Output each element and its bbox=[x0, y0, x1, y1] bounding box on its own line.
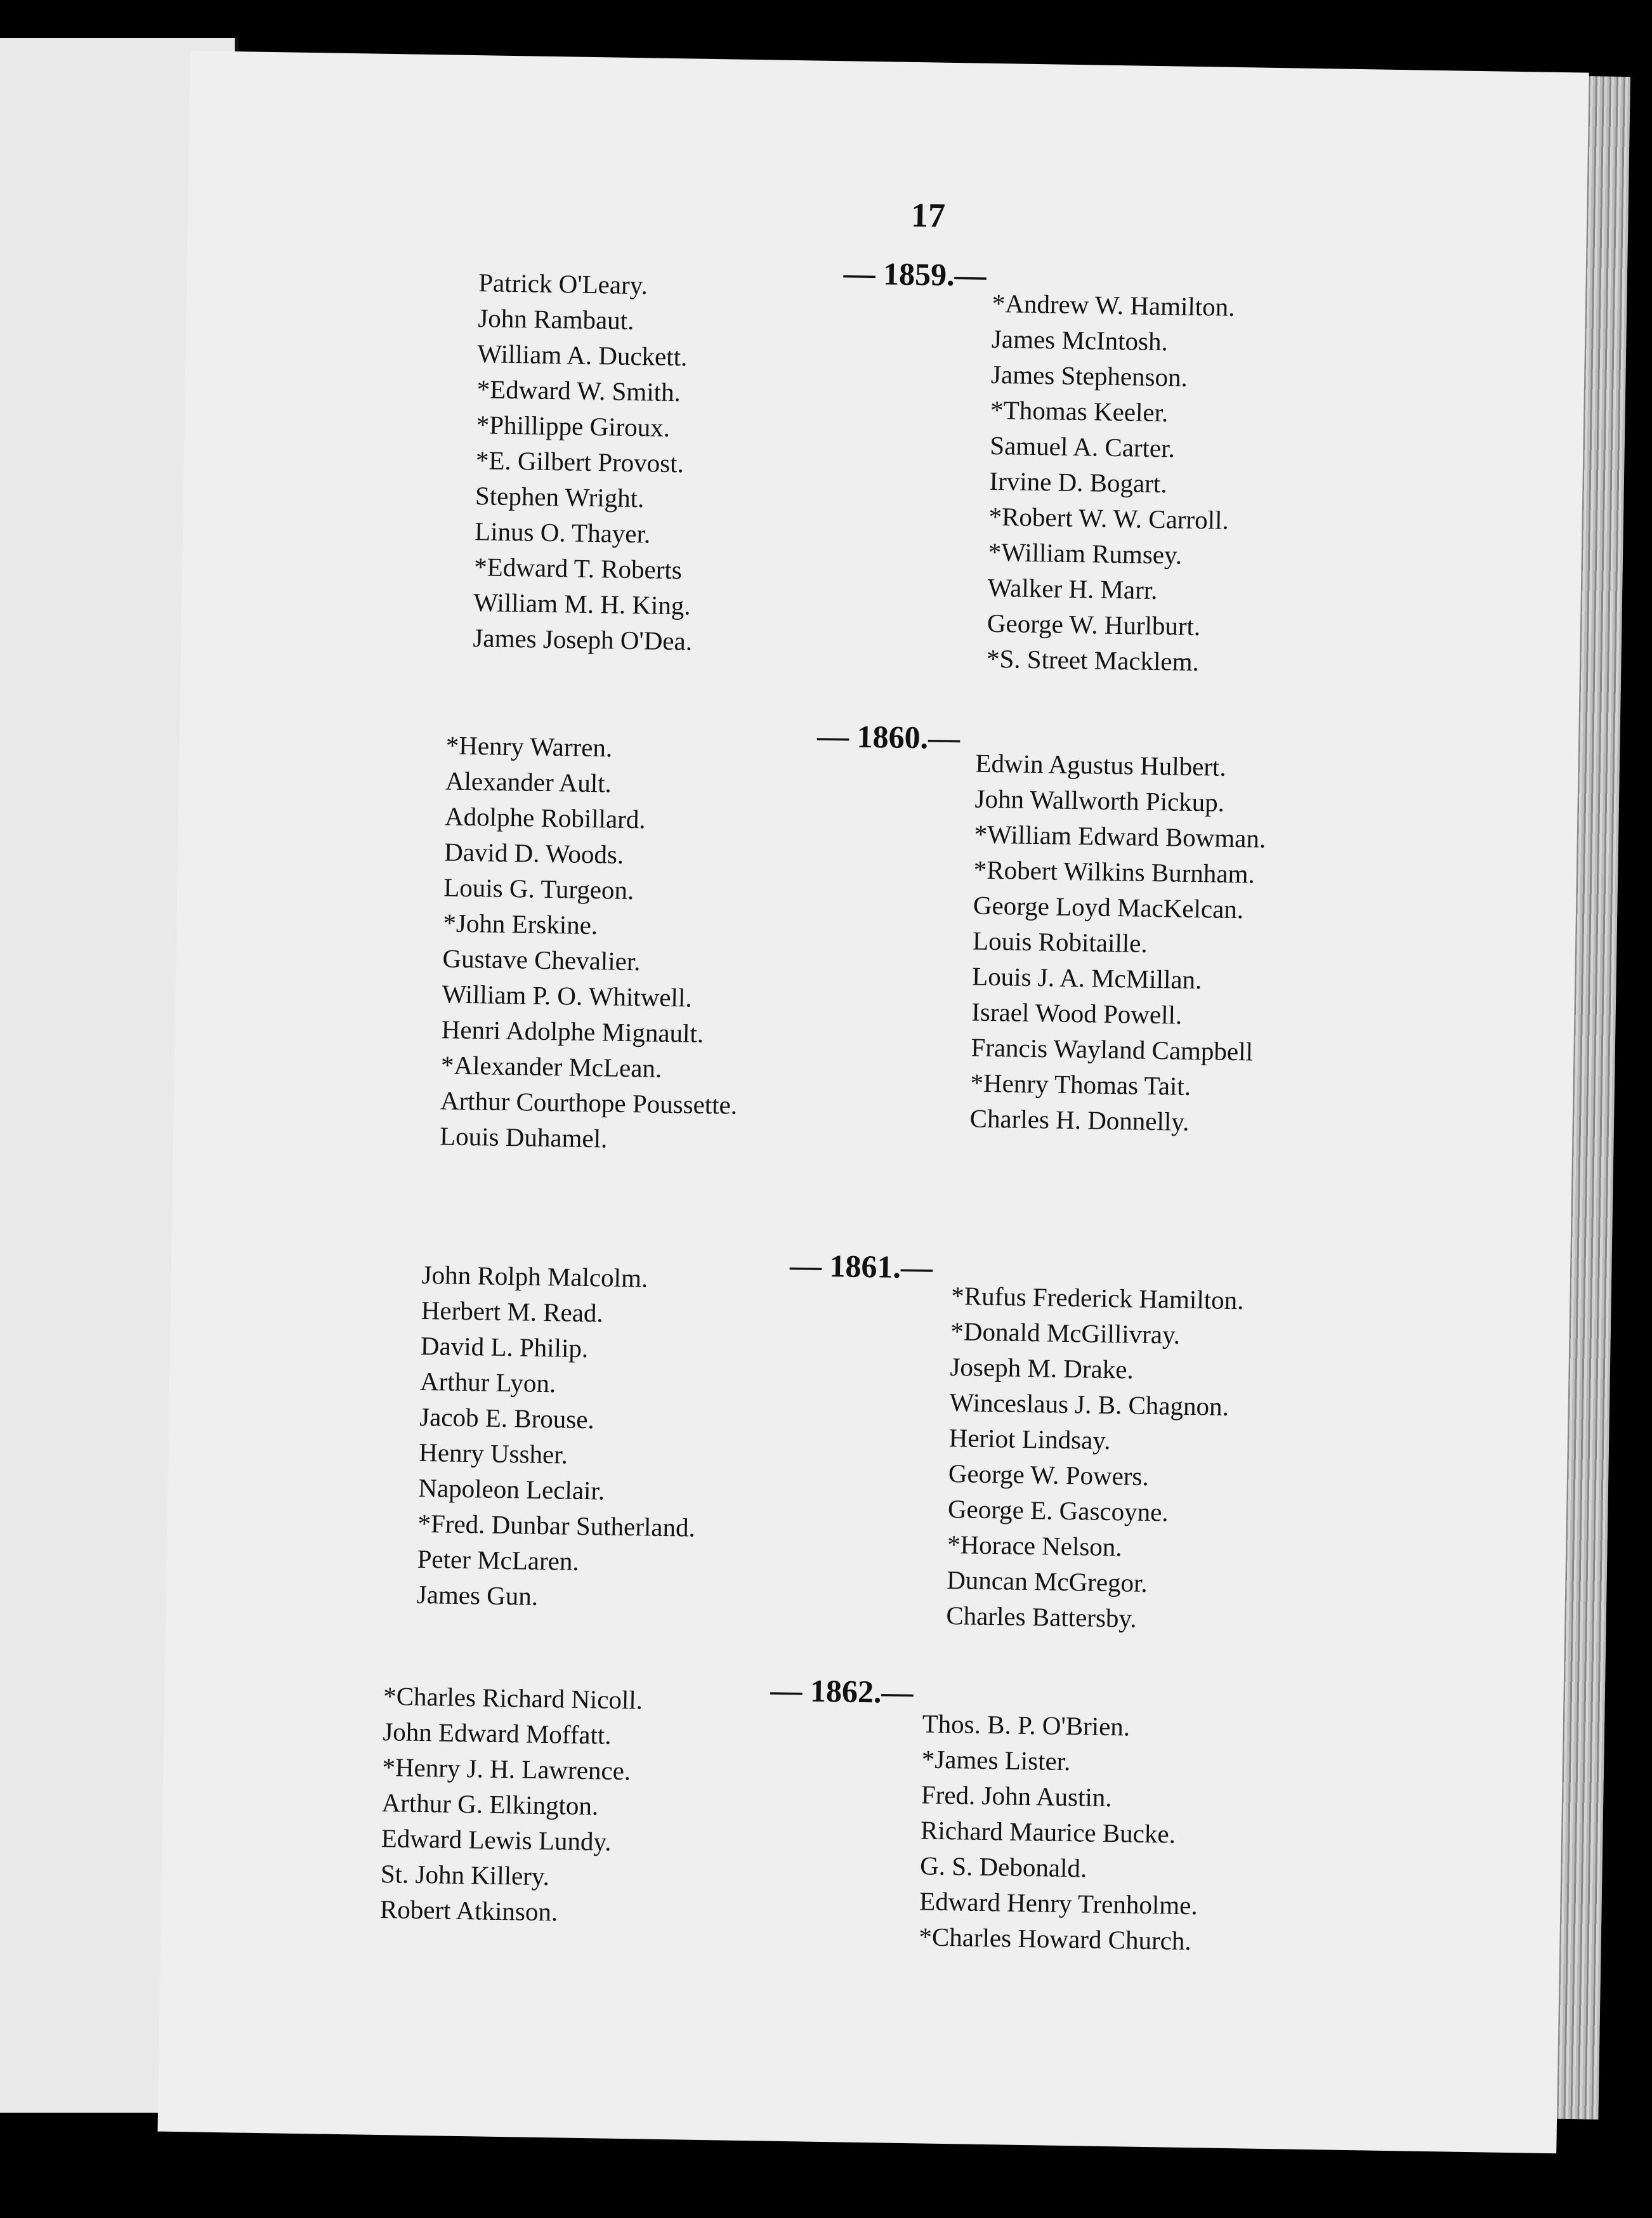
name-entry: William M. H. King. bbox=[473, 587, 692, 620]
name-entry: *Henry Thomas Tait. bbox=[970, 1068, 1191, 1101]
name-entry: *Charles Richard Nicoll. bbox=[383, 1681, 643, 1715]
name-entry: John Wallworth Pickup. bbox=[974, 784, 1225, 817]
name-entry: *Edward W. Smith. bbox=[476, 374, 681, 407]
name-entry: James Stephenson. bbox=[990, 359, 1188, 392]
name-entry: Peter McLaren. bbox=[417, 1544, 580, 1576]
name-entry: George E. Gascoyne. bbox=[947, 1494, 1169, 1527]
name-entry: Stephen Wright. bbox=[475, 481, 645, 513]
name-entry: Jacob E. Brouse. bbox=[419, 1401, 595, 1434]
name-entry: Charles H. Donnelly. bbox=[969, 1103, 1190, 1136]
name-entry: *John Erskine. bbox=[443, 908, 598, 940]
name-entry: Samuel A. Carter. bbox=[990, 430, 1176, 463]
name-entry: Edward Lewis Lundy. bbox=[381, 1823, 612, 1856]
name-entry: Edward Henry Trenholme. bbox=[919, 1886, 1198, 1920]
name-entry: G. S. Debonald. bbox=[919, 1851, 1087, 1883]
name-entry: William P. O. Whitwell. bbox=[442, 979, 692, 1013]
name-entry: John Rambaut. bbox=[478, 303, 634, 336]
document-page bbox=[157, 51, 1589, 2153]
name-entry: Henri Adolphe Mignault. bbox=[441, 1014, 704, 1048]
name-entry: James McIntosh. bbox=[991, 324, 1169, 357]
name-entry: *Fred. Dunbar Sutherland. bbox=[417, 1508, 696, 1542]
name-entry: Joseph M. Drake. bbox=[950, 1352, 1134, 1384]
name-entry: St. John Killery. bbox=[380, 1859, 550, 1891]
name-entry: *William Edward Bowman. bbox=[974, 819, 1266, 853]
name-entry: John Rolph Malcolm. bbox=[421, 1259, 648, 1293]
names-1862-right bbox=[919, 1705, 1201, 1959]
name-entry: Fred. John Austin. bbox=[921, 1780, 1112, 1813]
name-entry: Henry Ussher. bbox=[418, 1437, 568, 1469]
year-heading-1861: — 1861.— bbox=[789, 1247, 933, 1285]
name-entry: Duncan McGregor. bbox=[946, 1565, 1148, 1598]
name-entry: *Thomas Keeler. bbox=[990, 395, 1169, 428]
name-entry: Francis Wayland Campbell bbox=[971, 1032, 1254, 1066]
names-1862-left bbox=[380, 1678, 643, 1931]
name-entry: *Horace Nelson. bbox=[947, 1530, 1123, 1562]
page-number: 17 bbox=[910, 195, 946, 235]
name-entry: Louis J. A. McMillan. bbox=[971, 961, 1202, 995]
names-1859-right bbox=[987, 285, 1235, 680]
name-entry: *Alexander McLean. bbox=[440, 1050, 662, 1083]
year-heading-1859: — 1859.— bbox=[843, 255, 987, 293]
name-entry: Louis Duhamel. bbox=[439, 1121, 608, 1153]
names-1861-left bbox=[416, 1257, 699, 1617]
name-entry: Walker H. Marr. bbox=[987, 572, 1158, 605]
name-entry: George W. Powers. bbox=[948, 1459, 1150, 1492]
name-entry: Israel Wood Powell. bbox=[971, 997, 1183, 1030]
name-entry: Winceslaus J. B. Chagnon. bbox=[949, 1388, 1229, 1421]
name-entry: *Andrew W. Hamilton. bbox=[992, 288, 1235, 322]
name-entry: *Phillippe Giroux. bbox=[476, 410, 671, 442]
name-entry: *Robert W. W. Carroll. bbox=[988, 501, 1229, 535]
name-entry: *William Rumsey. bbox=[988, 537, 1183, 570]
name-entry: *S. Street Macklem. bbox=[986, 643, 1200, 677]
name-entry: Patrick O'Leary. bbox=[478, 268, 648, 300]
name-entry: Herbert M. Read. bbox=[421, 1295, 604, 1328]
name-entry: *Edward T. Roberts bbox=[473, 552, 683, 585]
name-entry: Charles Battersby. bbox=[946, 1601, 1137, 1633]
names-1860-right bbox=[969, 745, 1267, 1141]
name-entry: William A. Duckett. bbox=[477, 339, 688, 372]
name-entry: Louis G. Turgeon. bbox=[443, 872, 634, 905]
name-entry: Adolphe Robillard. bbox=[444, 801, 646, 834]
names-1861-right bbox=[946, 1278, 1244, 1637]
name-entry: George Loyd MacKelcan. bbox=[973, 890, 1244, 924]
name-entry: *E. Gilbert Provost. bbox=[475, 445, 685, 478]
names-1859-left bbox=[473, 265, 698, 659]
name-entry: Edwin Agustus Hulbert. bbox=[975, 748, 1227, 782]
name-entry: *Robert Wilkins Burnham. bbox=[973, 855, 1255, 889]
name-entry: David L. Philip. bbox=[420, 1330, 589, 1363]
name-entry: James Gun. bbox=[416, 1579, 539, 1611]
name-entry: George W. Hurlburt. bbox=[987, 608, 1201, 641]
names-1860-left bbox=[440, 727, 744, 1158]
name-entry: *Charles Howard Church. bbox=[919, 1922, 1192, 1956]
name-entry: Alexander Ault. bbox=[445, 766, 612, 798]
name-entry: John Edward Moffatt. bbox=[383, 1717, 612, 1750]
year-heading-1860: — 1860.— bbox=[816, 718, 960, 756]
name-entry: *James Lister. bbox=[921, 1744, 1071, 1776]
name-entry: *Rufus Frederick Hamilton. bbox=[950, 1281, 1244, 1315]
name-entry: Napoleon Leclair. bbox=[418, 1473, 605, 1506]
name-entry: Linus O. Thayer. bbox=[474, 516, 651, 549]
name-entry: Irvine D. Bogart. bbox=[989, 466, 1167, 499]
name-entry: Thos. B. P. O'Brien. bbox=[922, 1709, 1131, 1742]
name-entry: Robert Atkinson. bbox=[379, 1894, 558, 1927]
name-entry: Louis Robitaille. bbox=[972, 926, 1148, 958]
name-entry: David D. Woods. bbox=[443, 837, 624, 869]
name-entry: Richard Maurice Bucke. bbox=[920, 1815, 1176, 1849]
name-entry: Heriot Lindsay. bbox=[948, 1423, 1111, 1455]
year-heading-1862: — 1862.— bbox=[770, 1672, 914, 1710]
name-entry: *Donald McGillivray. bbox=[950, 1316, 1181, 1349]
name-entry: Arthur Courthope Poussette. bbox=[440, 1086, 738, 1120]
name-entry: James Joseph O'Dea. bbox=[473, 623, 693, 656]
name-entry: Arthur G. Elkington. bbox=[381, 1788, 599, 1821]
name-entry: Gustave Chevalier. bbox=[442, 943, 641, 976]
name-entry: Arthur Lyon. bbox=[419, 1366, 556, 1398]
name-entry: *Henry Warren. bbox=[445, 730, 613, 763]
name-entry: *Henry J. H. Lawrence. bbox=[382, 1752, 631, 1786]
